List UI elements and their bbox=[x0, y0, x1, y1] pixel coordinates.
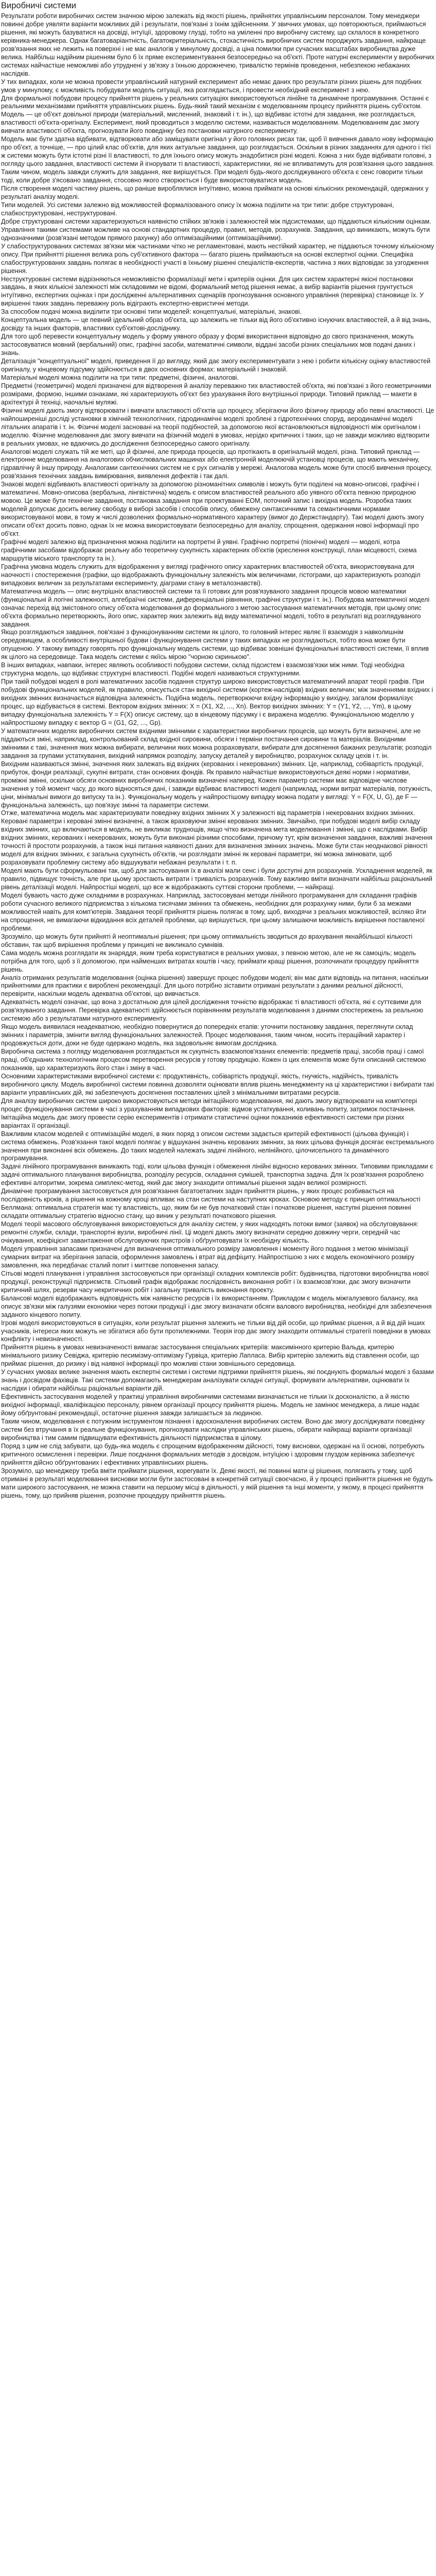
paragraph: Модель — це об'єкт довільної природи (матеріальний, мисленний, знаковий і т. ін.), що відбиває істотні для завдання, яке розглядається, властивості об'єкта-оригіналу. Експеримент, який проводиться з моделлю системи, називається моделюванням. Моделюванням дає змогу вивчати властивості об'єкта, прогнозувати його поведінку без постановки натурного експерименту. bbox=[1, 111, 420, 135]
paragraph: Для того щоб перевести концептуальну модель у форму уявного образу у формі використання відповідно до свого призначення, можуть застосовуватися мовний (вербальний) опис, графічні засоби, математичні символи, віддані засоби різних спеціальних мов подачі даних і знань. bbox=[1, 333, 415, 357]
paragraph: В інших випадках, навпаки, інтерес являють особливості побудови системи, склад підсистем і взаємозв'язки між ними. Тоді необхідна структурна модель, що відбиває структурні властивості. Подібні моделі називаються структурними. bbox=[1, 662, 405, 677]
paragraph: Сама модель можна розглядати як знаряддя, яким треба користуватися в реальних умовах, з певною метою, але не як самоціль; модель потрібна для того, щоб з її допомогою, при найменших витратах коштів і часу, приймати кращі рішення, розпочинати процедуру прийняття рішень. bbox=[1, 949, 419, 973]
paragraph: Динамічне програмування застосовується для розв'язання багатоетапних задач прийняття рішень, у яких процес розбивається на послідовність кроків, а рішення на кожному кроці впливає на стан системи на наступних кроках. Основою методу є принцип оптимальності Беллмана: оптимальна стратегія має ту властивість, що, яким би не був початковий стан і початкове рішення, наступні рішення повинні складати оптимальну стратегію відносно стану, що виник у результаті початкового рішення. bbox=[1, 1188, 421, 1220]
paragraph: Вихідним називаються змінні, значення яких залежать від вхідних (керованих і некерованих) змінних. Це, наприклад, собівартість продукції, прибуток, фонди реалізації, сукупні витрати, стан основних фондів. Як правило найчастіше використовуються деякі норми і нормативи, проміжні змінні, оскільки обсяги основних виробничих показників визначені наперед. Кожен параметр системи має відповідне числове значення у той момент часу, до якого відносяться дані, і завжди відбиває властивості моделі (наприклад, норми витрат матеріалів, потужність, ціни, мінімальні вимоги до випуску та ін.). Функціональну модель у найпростішому випадку можна подати у вигляді: Y = F(X, U, G), де F — функціональна залежність, що пов'язує змінні та параметри системи. bbox=[1, 760, 432, 809]
paragraph: Математична модель — опис внутрішніх властивостей системи та її готових для розв'язуваного завдання процесів мовою математики (функціональні й логічні залежності, алгебраїчні системи, диференціальні рівняння, графічні структури і т. ін.). Побудова математичної моделі означає перехід від змістовного опису об'єкта моделювання до формального з метою застосування математичних методів, при цьому опис об'єкта формально перетворюють, його опис, характер яких залежить від виду математичної моделі, тобто в результаті від розглядуваного завдання. bbox=[1, 587, 430, 628]
paragraph: Деталізація "концептуальної" моделі, приведення її до вигляду, який дає змогу експериментувати з нею і робити кількісну оцінку властивостей оригіналу, у кінцевому підсумку здійснюється в двох основних формах: матеріальній і знаковій. bbox=[1, 358, 431, 373]
paragraph: Таким чином, моделювання є потужним інструментом пізнання і вдосконалення виробничих систем. Воно дає змогу досліджувати поведінку систем без втручання в їх реальне функціонування, прогнозувати наслідки управлінських рішень, обирати найкращі варіанти організації виробництва і тим самим підвищувати ефективність діяльності підприємства в цілому. bbox=[1, 1417, 425, 1442]
paragraph: Концептуальна модель — це певний ідеальний образ об'єкта, що залежить не тільки від його об'єктивно існуючих властивостей, а й від знань, досвіду та інших факторів, властивих суб'єктові-досліднику. bbox=[1, 316, 431, 332]
paragraph: У слабоструктурованих системах зв'язки між частинами чітко не регламентовані, мають нестійкий характер, не піддаються точному кількісному опису. При прийнятті рішення велика роль суб'єктивного фактора — багато рішень приймаються на основі експертної оцінки. Специфіка слабоструктурованих завдань полягає в необхідності участі в їхньому рішенні спеціалістів-експертів, частина з яких відповідає за узгодження рішення. bbox=[1, 242, 434, 275]
paragraph: Для аналізу виробничих систем широко використовуються методи імітаційного моделювання, які дають змогу відтворювати на комп'ютері процес функціонування системи в часі з урахуванням випадкових факторів: відмов устаткування, коливань попиту, затримок постачання. Імітаційна модель дає змогу провести серію експериментів і отримати статистичні оцінки показників ефективності системи при різних варіантах її організації. bbox=[1, 1097, 417, 1129]
paragraph: Прийняття рішень в умовах невизначеності вимагає застосування спеціальних критеріїв: максимінного критерію Вальда, критерію мінімального ризику Севіджа, критерію песимізму-оптимізму Гурвіца, критерію Лапласа. Вибір критерію залежить від ставлення особи, що приймає рішення, до ризику і від наявної інформації про можливі стани зовнішнього середовища. bbox=[1, 1344, 420, 1368]
paragraph: Виробнича система з погляду моделювання розглядається як сукупність взаємопов'язаних елементів: предметів праці, засобів праці і самої праці, об'єднаних технологічним процесом перетворення ресурсів у готову продукцію. Кожен із цих елементів може бути описаний системою показників, що характеризують його стан і зміну в часі. bbox=[1, 1048, 426, 1072]
paragraph: Балансові моделі відображають відповідність між наявністю ресурсів і їх використанням. Прикладом є модель міжгалузевого балансу, яка описує зв'язки між галузями економіки через потоки продукції і дає змогу визначати обсяги валового виробництва, необхідні для забезпечення заданого кінцевого попиту. bbox=[1, 1294, 432, 1318]
paragraph: Графічна умовна модель служить для відображення у вигляді графічного опису характерних властивостей об'єкта, використовувана для наочності і спостереження (графіки, що відображають функціональну залежність між величинами, гістограми, що характеризують розподіл випадкових величин за результатами експерименту, діаграми стану в металознавстві). bbox=[1, 563, 421, 587]
paragraph: Предметні (геометричні) моделі призначені для відтворення й аналізу переважно тих властивостей об'єкта, які пов'язані з його геометричними розмірами, формою, іншими ознаками, які характеризують об'єкт без урахування його внутрішньої природи. Типовий приклад — макети в архітектурі й техніці, наочальні муляжі. bbox=[1, 382, 431, 406]
paragraph: У сучасних умовах велике значення мають експертні системи і системи підтримки прийняття рішень, які поєднують формальні моделі з базами знань і досвідом фахівців. Такі системи допомагають менеджерам аналізувати складні ситуації, формувати альтернативи, оцінювати їх наслідки і обирати найбільш раціональні варіанти дій. bbox=[1, 1368, 434, 1393]
paragraph: Аналогові моделі служать тій же меті, що й фізичні, але природа процесів, що протікають в оригінальній моделі, різна. Типовий приклад — електронне моделювання на аналогових обчислювальних машинах або електронній моделюючій установці процесів, що мають механічну, гідравлічну й іншу природу. Аналогами сантехнічних систем не є рух сигналів у мережі. Аналогова модель може бути спосіб вивчення процесу, розв'язання технічних завдань вимірювання, виявлення дефектів і так далі. bbox=[1, 448, 432, 480]
paragraph: Якщо модель виявилася неадекватною, необхідно повернутися до попередніх етапів: уточнити постановку завдання, переглянути склад змінних і параметрів, змінити вигляд функціональних залежностей. Процес моделювання, таким чином, носить ітераційний характер і продовжується доти, доки не буде одержано модель, яка задовольняє вимогам дослідника. bbox=[1, 1023, 413, 1047]
paragraph: Матеріальні моделі можна поділити на три типи: предметні, фізичні, аналогові. bbox=[1, 374, 239, 381]
paragraph: Типи моделей. Усі системи залежно від можливостей формалізованого опису їх можна поділити на три типи: добре структуровані, слабкоструктуровані, неструктуровані. bbox=[1, 201, 394, 217]
paragraph: Після створення моделі частину рішень, що раніше вироблялися інтуїтивно, можна приймати на основі кількісних рекомендацій, одержаних у результаті аналізу моделі. bbox=[1, 185, 429, 200]
paragraph: Результати роботи виробничих систем значною мірою залежать від якості рішень, прийнятих управлінським персоналом. Тому менеджери повинні добре уявляти варіанти можливих дій і результати, пов'язані з їхнім здійсненням. У звичних умовах, що повторюються, приймаються рішення, які можуть базуватися на досвіді, інтуїції, здоровому глузді, тобто на уміленні про виробничу систему, що склалося в конкретного керівника-менеджера. Однак багатоваріантність, багатокритеріальність, стохастичність виробничих систем породжують завдання, найкраще розв'язання яких не лежить на поверхні і не має аналогів у минулому досвіді, а ціна помилки при сучасних масштабах виробництва дуже велика. Найбільш надійним рішенням було б їх пряме експериментування безпосередньо на об'єкті. Проте натурні експерименти у виробничих системах найчастіше неможливі або утруднені у зв'язку з їхньою дорожнечею, тривалістю термінів проведення, небезпекою небажаних наслідків. bbox=[1, 12, 434, 77]
paragraph: Ігрові моделі використовуються в ситуаціях, коли результат рішення залежить не тільки від дій особи, що приймає рішення, а й від дій інших учасників, інтереси яких можуть не збігатися або бути протилежними. Теорія ігор дає змогу знаходити оптимальні стратегії поведінки в умовах конфлікту і невизначеності. bbox=[1, 1319, 431, 1343]
paragraph: У тих випадках, коли не можна провести управлінський натурний експеримент або немає даних про результати різних рішень для подібних умов у минулому, є можливість побудувати модель ситуації, яка розглядається, і провести необхідний експеримент з нею. bbox=[1, 78, 422, 94]
paragraph: Отже, математична модель має характеризувати поведінку вхідних змінних Х у залежності від параметрів і некерованих вхідних змінних. Керовані параметри і керовані змінні визначені, а також враховуючи змінні керованих змінних. Звичайно, при побудові моделі вибір складу вхідних змінних, що включаються в модель, не викликає труднощів, якщо чітко визначена мета моделювання і змінні, що є наслідками. Вибір вхідних змінних, керованих і некерованих, можуть бути виконані різними способами, причому тут, крім визначення завдання, важливі значення точності й простоти розрахунків, а також інші питання наявності даних для визначення змінних значень. Може бути стан неоднакової рівності моделі для вхідних змінних, є загальна сукупність об'єктів, чи розглядати змінні як керовані параметри, які можна змінювати, щоб розраховувати проблемну систему або відшукувати небажані результати і т. п. bbox=[1, 809, 432, 867]
article-title: Виробничі системи bbox=[1, 1, 77, 10]
paragraph: Зрозуміло, що менеджеру треба вміти приймати рішення, корегувати їх. Деякі якості, які повинні мати ці рішення, полягають у тому, щоб отримані в результаті моделювання висновки могли бути застосовані в конкретній ситуації своєчасно, й у процесі прийняття рішення не будуть мати широкого застосування, не можна ставити на першому місці в діяльності, у якій рішення та інші моменти, у якому, в процесі прийняття рішень, тому, що прийняв рішення, розпочне процедуру прийняття рішень. bbox=[1, 1467, 433, 1499]
paragraph: Моделі теорії масового обслуговування використовуються для аналізу систем, у яких надходять потоки вимог (заявок) на обслуговування: ремонтні служби, склади, транспортні вузли, виробничі лінії. Ці моделі дають змогу визначати середню довжину черги, середній час очікування, коефіцієнт завантаження обслуговуючих пристроїв і обґрунтовувати їх необхідну кількість. bbox=[1, 1221, 418, 1245]
paragraph: Важливим класом моделей є оптимізаційні моделі, в яких поряд з описом системи задається критерій ефективності (цільова функція) і система обмежень. Розв'язання такої моделі полягає у відшуканні значень керованих змінних, за яких цільова функція досягає екстремального значення при виконанні всіх обмежень. До таких моделей належать задачі лінійного, нелінійного, цілочисельного та динамічного програмування. bbox=[1, 1130, 434, 1162]
paragraph: При такій побудові моделі в ролі математичних засобів подання структур широко використовується математичний апарат теорії графів. При побудові функціональних моделей, як правило, описується стан вихідної системи (кортеж-наслідків) вхідних величин; між значеннями вхідних і вихідних змінних визначається відповідна залежність. Подібна модель, перетворюючи вхідну інформацію у вихідну, загалом формалізує процес, що відбувається в системі. Вектором вхідних змінних: X = (X1, X2, ..., Xn). Вектор вихідних змінних: Y = (Y1, Y2, ..., Ym), в цьому випадку функціональна залежність Y = F(X) описує систему, що в кінцевому підсумку і є виражена моделлю. Функціональною моделлю у найпростішому випадку є вектор G = (G1, G2, ..., Gp). bbox=[1, 678, 433, 726]
paragraph: Адекватність моделі означає, що вона з достатньою для цілей дослідження точністю відображає ті властивості об'єкта, які є суттєвими для розв'язуваного завдання. Перевірка адекватності здійснюється порівнянням результатів моделювання з даними спостережень за реальною системою або з результатами натурного експерименту. bbox=[1, 998, 424, 1023]
paragraph: Знакові моделі відбивають властивості оригіналу за допомогою різноманітних символів і можуть бути поділені на мовно-описові, графічні і математичні. Мовно-описова (вербальна, лінгвістична) модель є описом властивостей реального або уявного об'єкта певною природною мовою. Це може бути технічне завдання, постановка завдання при проектуванні ЕОМ, поточний запис і вихідна модель. Розробка таких моделей допускає досить велику свободу в виборі засобів і способів опису, обмежену синтаксичними та семантичними нормами використовуваної мови, в тому ж числі дозволених формально-нормативного характеру (вимог до Держстандарту). Такі моделі дають змогу описати об'єкт досить повно, однак їх не можна використовувати безпосередньо для аналізу, спрощення, одержання нової інформації про об'єкт. bbox=[1, 481, 424, 538]
paragraph: Фізичні моделі дають змогу відтворювати і вивчати властивості об'єктів що процесу, зберігаючи його фізичну природу або певні властивості. Це найпоширеніші досліді установки в хімічній технологічних, гідродинамічні моделі зроблені з гідротехнічних споруд, аеродинамічні моделі літальних апаратів і т. ін. Фізичні моделі засновані на теорії подібностей, за допомогою якої встановлюються відповідності між оригіналом і моделлю. Фізичне моделювання дає змогу вивчати на фізичній моделі в умовах, нерідко критичних і таких, що не завжди можливо відтворити в реальних умовах, не вдаючись до дослідження безпосередньо самого оригіналу. bbox=[1, 406, 434, 447]
paragraph: Модель має бути здатна відбивати, відтворювати або заміщувати оригінал у його головних рисах так, щоб її вивчення давало нову інформацію про об'єкт, а точніше, — про цілий клас об'єктів, для яких актуальне завдання, що розглядається. Оскільки в різних завданнях для одного і тієї ж системи можуть бути істотні різні її властивості, то для їхнього опису можуть знадобитися різні моделі. Кожна з них буде відбивати головні, з погляду цього завдання, властивості системи й ігнорувати ті властивості, характеристики, які не впливатимуть для розв'язання цього завдання. Таким чином, модель завжди служить для завдання, яке вирішується. При моделі будь-якого досліджуваного об'єкта є сенс говорити тільки тоді, коли добре з'ясовано завдання, стосовно якого створюється і буде використовуватися модель. bbox=[1, 135, 434, 184]
paragraph: Поряд з цим не слід забувати, що будь-яка модель є спрощеним відображенням дійсності, тому висновки, одержані на її основі, потребують критичного осмислення і перевірки. Лише поєднання формальних методів з досвідом, інтуїцією і здоровим глуздом керівника забезпечує прийняття дійсно обґрунтованих і ефективних управлінських рішень. bbox=[1, 1442, 425, 1466]
paragraph: За способом подачі можна виділити три основні типи моделей: концептуальні, матеріальні, знакові. bbox=[1, 308, 302, 316]
paragraph: Неструктуровані системи відрізняються неможливістю формалізації мети і критеріїв оцінки. Для цих систем характерні якісні постановки завдань, в яких кількісні залежності між складовими не відомі, формальний метод рішення немає, а вибір варіантів рішення грунтується інтуїтивно, експертних оцінках і при дослідженні альтернативних сценаріїв прогнозування основного управління (перевірка) становище їх. У вирішенні таких завдань переважну роль відіграють експертно-евристичні методи. bbox=[1, 275, 424, 308]
paragraph: Задачі лінійного програмування виникають тоді, коли цільова функція і обмеження лінійні відносно керованих змінних. Типовими прикладами є задачі оптимального планування виробництва, розподілу ресурсів, складання сумішей, транспортна задача. Для їх розв'язання розроблено ефективні алгоритми, зокрема симплекс-метод, який дає змогу знаходити оптимальні рішення задач великої розмірності. bbox=[1, 1163, 433, 1187]
paragraph: Моделі управління запасами призначені для визначення оптимального розміру замовлення і моменту його подання з метою мінімізації сумарних витрат на зберігання запасів, оформлення замовлень і втрат від дефіциту. Найпростішою з них є модель економічного розміру замовлення, яка передбачає сталий попит і миттєве поповнення запасу. bbox=[1, 1245, 414, 1269]
paragraph: Якщо розглядаються завдання, пов'язані з функціонуванням системи як цілого, то головний інтерес являє її взаємодія з навколишнім середовищем, а особливості внутрішньої будови і функціонування системи у таких випадках не розглядаються, тобто вона може бути опущеною. У такому випадку говорять про функціональну модель системи, що відбиває зовнішні функціональні властивості системи, її вплив як цілого на середовище. Така модель системи є якіїсь мірою "чорною скринькою". bbox=[1, 629, 429, 661]
paragraph: Сітьові моделі планування і управління застосовуються при організації складних комплексів робіт: будівництва, підготовки виробництва нової продукції, реконструкції підприємств. Сітьовий графік відображає послідовність виконання робіт і їх взаємозв'язки, дає змогу визначити критичний шлях, резерви часу некритичних робіт і загальну тривалість виконання проекту. bbox=[1, 1269, 429, 1294]
paragraph: Для формальної побудови процесу прийняття рішень у реальних ситуаціях використовуються лінійне та динамічне програмування. Останні є реальними механізмами прийняття управлінських рішень. Будь-який такий механізм є моделюванням процесу прийняття рішень суб'єктом. bbox=[1, 94, 429, 110]
paragraph: Графічні моделі залежно від призначення можна поділити на портретні й уявні. Графічно портретні (піонічні) моделі — моделі, котра графічними засобами відображає реальну або теоретичну сукупність характерних об'єктів (креслення конструкції, план місцевості, схема маршрутів міського транспорту та ін.). bbox=[1, 538, 417, 562]
paragraph: Моделі мають бути сформульовані так, щоб для застосування їх в аналізі мали сенс і були доступні для розрахунків. Ускладнення моделей, як правило, підвищує точність, але при цьому зростають витрати і тривалість розрахунків. Тому важливо вміти визначати найбільш раціональний рівень деталізації моделі. Найпростіші моделі, що все ж відображають суттєві сторони проблеми, — найкращі. bbox=[1, 867, 433, 891]
paragraph: Основними характеристиками виробничої системи є: продуктивність, собівартість продукції, якість, гнучкість, надійність, тривалість виробничого циклу. Модель виробничої системи повинна дозволяти оцінювати вплив рішень менеджменту на ці характеристики і вибирати такі варіанти управлінських дій, які забезпечують досягнення поставлених цілей з мінімальними витратами ресурсів. bbox=[1, 1072, 434, 1096]
paragraph: У математичних моделях виробничих систем вхідними змінними є характеристики виробничих процесів, що можуть бути визначені, але не піддаються зміні, наприклад, контрольований склад вхідної сировини, обсяги і терміни постачання сировини та матеріалів. Вихідними змінними є такі, значення яких можна вибирати, величини яких можна розраховувати, вибирати для досягнення бажаних результатів; розподіл завдання за групами устаткування, вихідний напрямок розподілу, запуску деталей у виробництво, розрахунок складу цехів і т. ін. bbox=[1, 727, 432, 759]
paragraph: Ефективність застосування моделей у практиці управління виробничими системами визначається не тільки їх досконалістю, а й якістю вихідної інформації, кваліфікацією персоналу, рівнем організації процесу прийняття рішень. Модель не замінює менеджера, а лише надає йому обґрунтовані рекомендації, остаточне рішення завжди залишається за людиною. bbox=[1, 1393, 420, 1417]
paragraph: Аналіз отриманих результатів моделювання (оцінка рішення) завершує процес побудови моделі; він має дати відповідь на питання, наскільки прийнятними для практики є вироблені рекомендації. Для цього потрібно зіставити отримані результати з даними реальної дійсності, перевірити, наскільки модель адекватна об'єктові, що вивчається. bbox=[1, 974, 429, 998]
paragraph: Зрозуміло, що можуть бути прийняті й неоптимальні рішення; при цьому оптимальність зводиться до врахування якнайбільшої кількості обставин, так щоб вирішення проблеми у принципі не викликало сумнівів. bbox=[1, 933, 413, 948]
paragraph: Добре структуровані системи характеризуються наявністю стійких зв'язків і залежностей між підсистемами, що піддаються кількісним оцінкам. Управління такими системами можливе на основі стандартних процедур, правил, методів, розрахунків. Завдання, що виникають, можуть бути однозначними (розв'язані методом прямого рахунку) або оптимізаційними (оптимізаційними). bbox=[1, 217, 431, 242]
article-body bbox=[1, 12, 434, 1500]
paragraph: Моделі бувають часто дуже складними в розрахунках. Наприклад, застосовувані методи лінійного програмування для складання графіків роботи сучасного великого підприємства з кількома тисячами змінних та обмежень, необхідних для розрахунку ними, були б за межами можливостей навіть для комп'ютерів. Завдання теорії прийняття рішень полягає в тому, щоб, виходячи з реальних можливостей, всіляко йти на спрощення, не вимагаючи відкидання всіх деталей проблеми, що вирішується, при цьому залишаючи можливість вирішення поставленої проблеми. bbox=[1, 891, 426, 932]
